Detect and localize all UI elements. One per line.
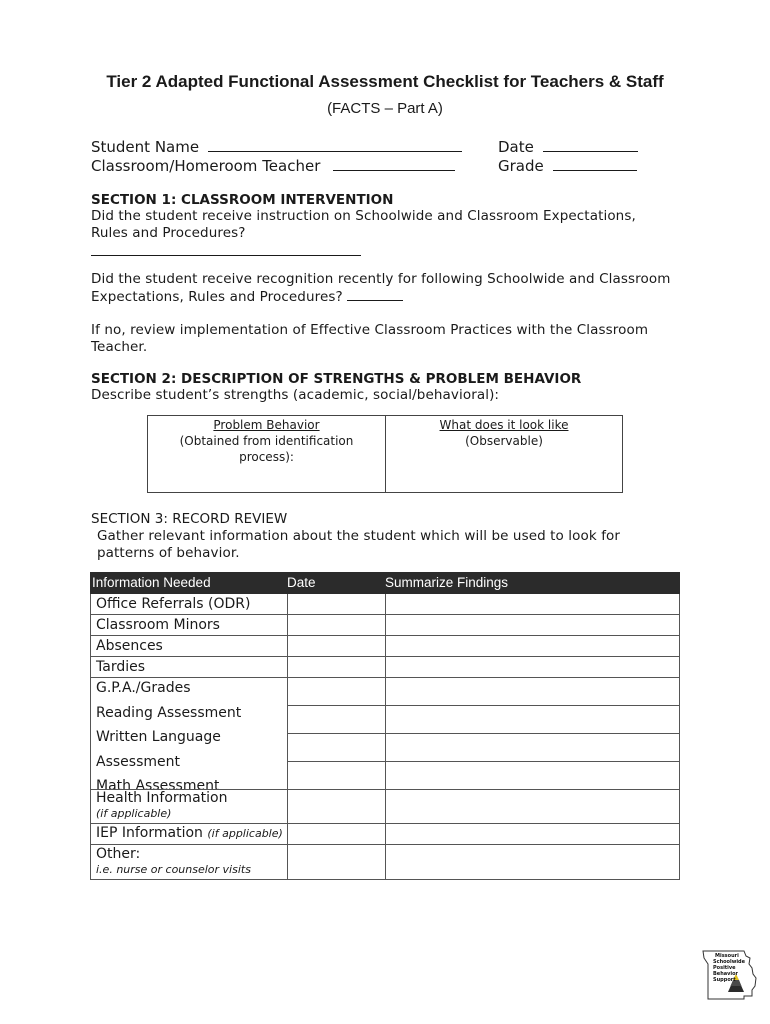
teacher-row — [91, 156, 455, 176]
section1-note-line1: If no, review implementation of Effective Classroom Practices with the Classroom — [91, 322, 649, 338]
problem-behavior-sub1: (Obtained from identification — [179, 434, 354, 448]
grid-line — [90, 614, 680, 615]
row-label-written-2: Assessment — [96, 754, 180, 770]
date-field[interactable] — [543, 137, 638, 152]
grid-line — [90, 879, 680, 880]
teacher-label: Classroom/Homeroom Teacher — [91, 157, 321, 175]
row-label-absences: Absences — [96, 638, 163, 654]
section1-q2-answer-line[interactable] — [347, 288, 403, 301]
grid-line — [287, 705, 680, 706]
row-label-other: Other: — [96, 846, 141, 862]
section2-prompt: Describe student’s strengths (academic, social/behavioral): — [91, 387, 500, 403]
section1-q2-line2: Expectations, Rules and Procedures? — [91, 289, 343, 305]
column-header-findings: Summarize Findings — [385, 575, 509, 590]
logo-line2: Schoolwide — [713, 959, 746, 965]
section3-intro-line1: Gather relevant information about the student which will be used to look for — [97, 528, 621, 544]
section3-intro — [97, 528, 620, 562]
section1-question1 — [91, 208, 636, 242]
problem-behavior-table — [147, 415, 623, 493]
section1-question2 — [91, 271, 670, 306]
student-name-row — [91, 137, 462, 157]
date-label: Date — [498, 138, 534, 156]
teacher-field[interactable] — [333, 156, 455, 171]
problem-behavior-sub2: process): — [239, 450, 294, 464]
section1-q1-line1: Did the student receive instruction on Schoolwide and Classroom Expectations, — [91, 208, 636, 224]
section1-note-line2: Teacher. — [91, 339, 148, 355]
row-label-odr: Office Referrals (ODR) — [96, 596, 251, 612]
row-label-iep-text: IEP Information — [96, 825, 203, 841]
grid-line — [90, 656, 680, 657]
row-label-minors: Classroom Minors — [96, 617, 220, 633]
row-label-gpa: G.P.A./Grades — [96, 680, 191, 696]
missouri-state-icon — [700, 948, 758, 1002]
record-review-header — [90, 572, 680, 594]
date-row — [498, 137, 638, 157]
section3-heading: SECTION 3: RECORD REVIEW — [91, 511, 288, 527]
row-note-other: i.e. nurse or counselor visits — [96, 863, 251, 876]
logo-line4: Behavior — [713, 971, 739, 977]
page-title: Tier 2 Adapted Functional Assessment Checklist for Teachers & Staff — [106, 72, 664, 91]
grid-line — [90, 594, 91, 879]
row-label-math: Math Assessment — [96, 778, 220, 789]
grade-label: Grade — [498, 157, 544, 175]
row-label-reading: Reading Assessment — [96, 705, 242, 721]
grade-row — [498, 156, 637, 176]
row-label-iep — [96, 824, 283, 842]
what-it-looks-like-sub: (Observable) — [465, 434, 543, 448]
what-it-looks-like-title: What does it look like — [439, 418, 569, 432]
section1-q1-answer-line[interactable] — [91, 255, 361, 256]
column-header-information: Information Needed — [92, 575, 211, 590]
problem-behavior-column[interactable] — [148, 416, 386, 492]
section1-heading: SECTION 1: CLASSROOM INTERVENTION — [91, 192, 394, 208]
section1-note — [91, 322, 648, 356]
grid-line — [90, 635, 680, 636]
problem-behavior-title: Problem Behavior — [213, 418, 320, 432]
page-subtitle: (FACTS – Part A) — [327, 100, 443, 117]
logo-line5: Support — [713, 977, 736, 983]
section1-q2-line1: Did the student receive recognition recently for following Schoolwide and Classroom — [91, 271, 671, 287]
grid-line — [90, 677, 680, 678]
logo-line3: Positive — [713, 965, 736, 971]
grid-line — [90, 844, 680, 845]
logo-line1: Missouri — [715, 953, 739, 959]
student-name-field[interactable] — [208, 137, 462, 152]
row-note-iep: (if applicable) — [207, 827, 283, 840]
grid-line — [679, 594, 680, 879]
grade-field[interactable] — [553, 156, 637, 171]
grid-line — [385, 594, 386, 879]
grid-line — [287, 733, 680, 734]
section2-heading: SECTION 2: DESCRIPTION OF STRENGTHS & PROBLEM BEHAVIOR — [91, 371, 582, 387]
student-name-label: Student Name — [91, 138, 200, 156]
what-it-looks-like-column[interactable] — [386, 416, 622, 492]
row-label-tardies: Tardies — [96, 659, 146, 675]
mo-swpbs-logo — [700, 948, 758, 1002]
section3-intro-line2: patterns of behavior. — [97, 545, 240, 561]
grid-line — [287, 594, 288, 879]
grid-line — [287, 761, 680, 762]
row-note-health: (if applicable) — [96, 807, 172, 820]
column-header-date: Date — [287, 575, 316, 590]
section1-q1-line2: Rules and Procedures? — [91, 225, 246, 241]
row-label-health: Health Information — [96, 790, 228, 806]
row-label-written-1: Written Language — [96, 729, 221, 745]
